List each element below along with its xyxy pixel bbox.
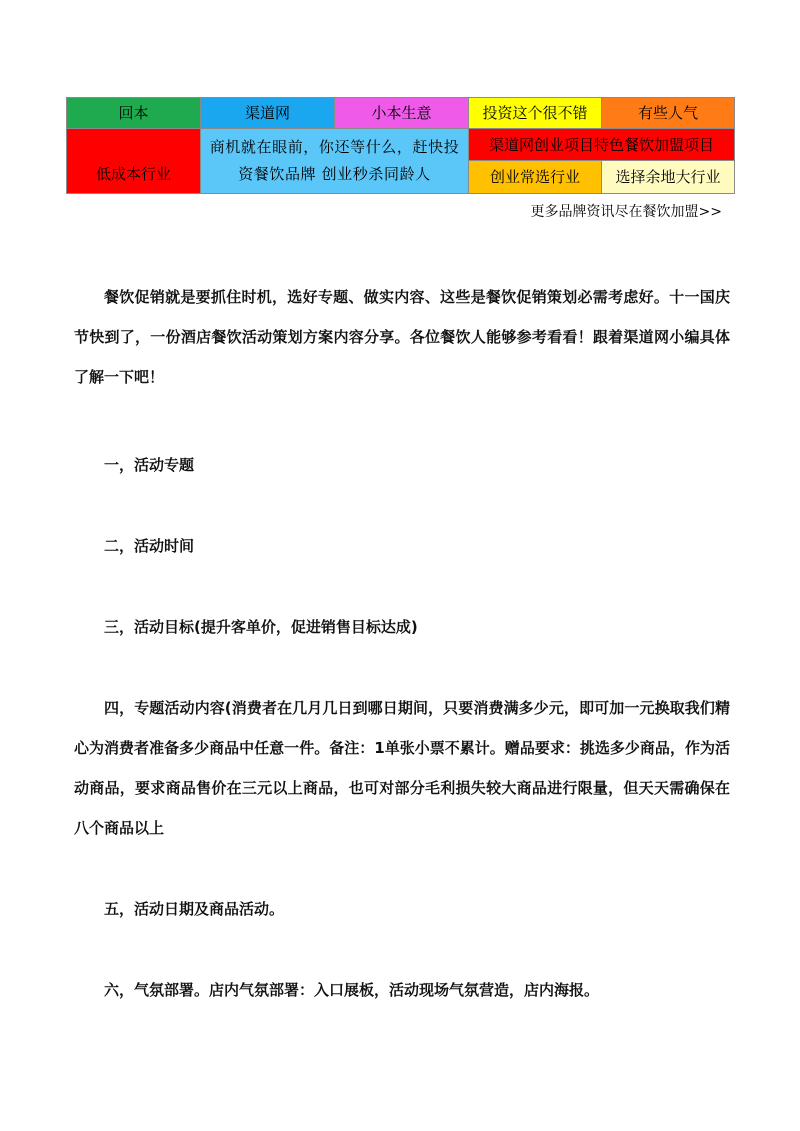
banner-cell-common-choice[interactable]: 创业常选行业 — [468, 160, 602, 194]
ad-banner-table — [66, 97, 735, 194]
banner-cell-worth-investing[interactable]: 投资这个很不错 — [468, 97, 602, 129]
section-1-topic: 一，活动专题 — [104, 456, 195, 474]
banner-cell-popular[interactable]: 有些人气 — [601, 97, 735, 129]
banner-cell-wide-choice[interactable]: 选择余地大行业 — [601, 160, 735, 194]
section-5-dates: 五，活动日期及商品活动。 — [104, 900, 285, 918]
more-brand-news-link[interactable]: 更多品牌资讯尽在餐饮加盟>> — [530, 204, 722, 220]
banner-cell-low-cost[interactable]: 低成本行业 — [66, 128, 201, 194]
banner-cell-small-business[interactable]: 小本生意 — [334, 97, 469, 129]
intro-paragraph: 餐饮促销就是要抓住时机，选好专题、做实内容、这些是餐饮促销策划必需考虑好。十一国庆节快到了，一份酒店餐饮活动策划方案内容分享。各位餐饮人能够参考看看！跟着渠道网小编具体了解一下吧！ — [74, 288, 730, 386]
article-body — [74, 277, 730, 1010]
section-4-content: 四，专题活动内容(消费者在几月几日到哪日期间，只要消费满多少元，即可加一元换取我们精心为消费者准备多少商品中任意一件。备注：1单张小票不累计。赠品要求：挑选多少商品，作为活动商品，要求商品售价在三元以上商品，也可对部分毛利损失较大商品进行限量，但天天需确保在八个商品以上 — [74, 699, 730, 837]
section-6-atmosphere: 六，气氛部署。店内气氛部署：入口展板，活动现场气氛营造，店内海报。 — [104, 981, 600, 999]
banner-cell-huiben[interactable]: 回本 — [66, 97, 201, 129]
banner-cell-opportunity[interactable]: 商机就在眼前，你还等什么，赶快投资餐饮品牌 创业秒杀同龄人 — [200, 128, 469, 194]
section-2-time: 二，活动时间 — [104, 537, 195, 555]
banner-cell-featured-franchise[interactable]: 渠道网创业项目特色餐饮加盟项目 — [468, 128, 735, 161]
section-3-goal: 三，活动目标(提升客单价，促进销售目标达成) — [104, 618, 418, 636]
banner-cell-qudaowang[interactable]: 渠道网 — [200, 97, 335, 129]
